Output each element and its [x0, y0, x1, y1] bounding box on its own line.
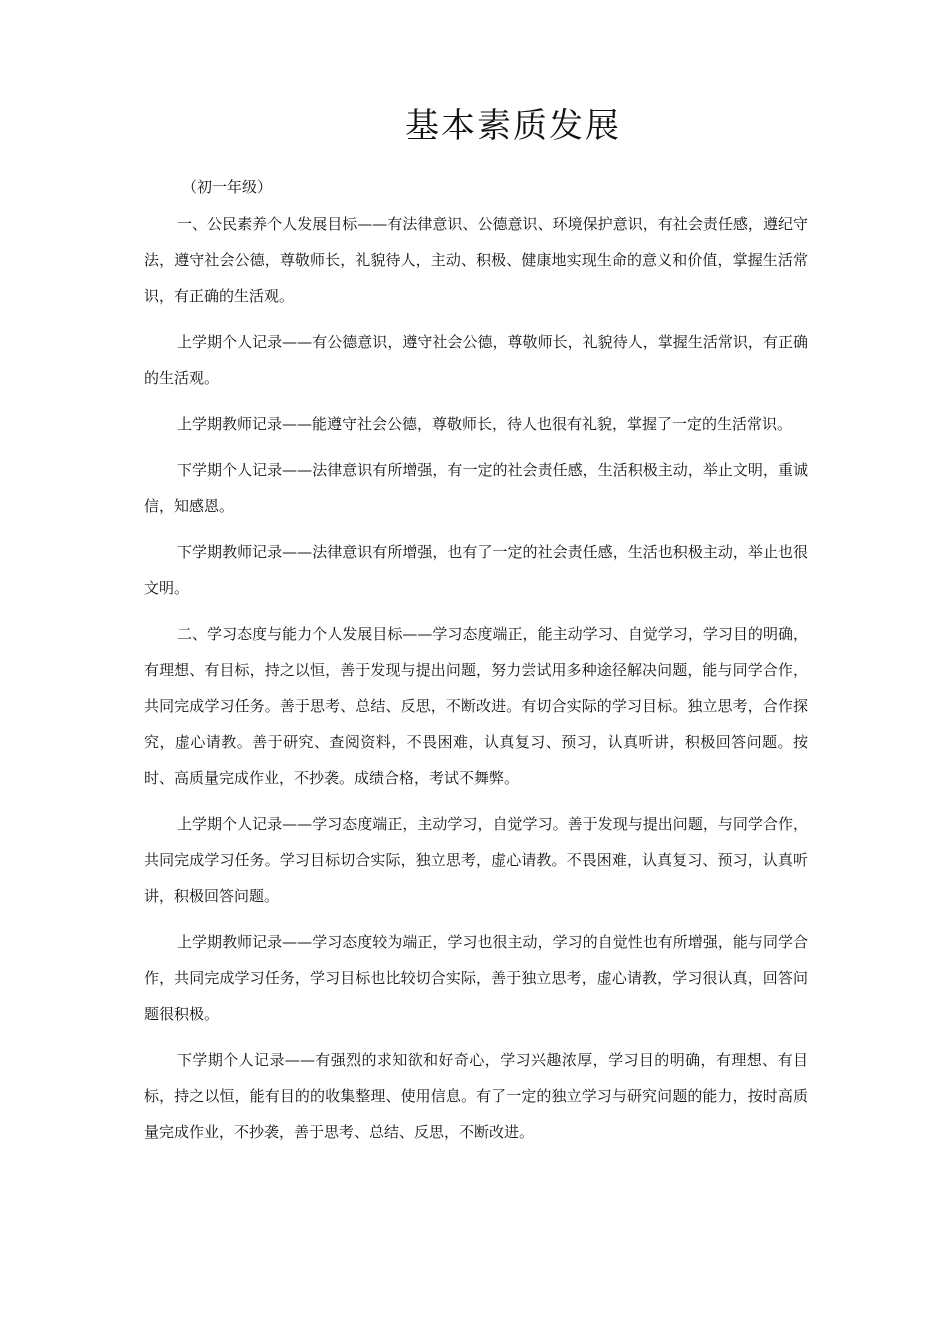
document-title: 基本素质发展	[405, 106, 621, 146]
document-page	[144, 96, 808, 1160]
paragraph-study-term2-self: 下学期个人记录——有强烈的求知欲和好奇心，学习兴趣浓厚，学习目的明确，有理想、有目标，持之以恒，能有目的的收集整理、使用信息。有了一定的独立学习与研究问题的能力，按时高质量完成作业，不抄袭，善于思考、总结、反思，不断改进。	[144, 1051, 808, 1141]
paragraph-civic-goal: 一、公民素养个人发展目标——有法律意识、公德意识、环境保护意识，有社会责任感，遵纪守法，遵守社会公德，尊敬师长，礼貌待人，主动、积极、健康地实现生命的意义和价值，掌握生活常识，有正确的生活观。	[144, 215, 808, 305]
grade-label: （初一年级）	[182, 178, 273, 196]
paragraph-civic-term2-teacher: 下学期教师记录——法律意识有所增强，也有了一定的社会责任感，生活也积极主动，举止也很文明。	[144, 543, 808, 597]
paragraph-civic-term2-self: 下学期个人记录——法律意识有所增强，有一定的社会责任感，生活积极主动，举止文明，重诚信，知感恩。	[144, 461, 808, 515]
paragraph-civic-term1-teacher: 上学期教师记录——能遵守社会公德，尊敬师长，待人也很有礼貌，掌握了一定的生活常识。	[177, 415, 793, 433]
paragraph-civic-term1-self: 上学期个人记录——有公德意识，遵守社会公德，尊敬师长，礼貌待人，掌握生活常识，有正确的生活观。	[144, 333, 808, 387]
paragraph-study-goal: 二、学习态度与能力个人发展目标——学习态度端正，能主动学习、自觉学习，学习目的明确，有理想、有目标，持之以恒，善于发现与提出问题，努力尝试用多种途径解决问题，能与同学合作，共同完成学习任务。善于思考、总结、反思，不断改进。有切合实际的学习目标。独立思考，合作探究，虚心请教。善于研究、查阅资料，不畏困难，认真复习、预习，认真听讲，积极回答问题。按时、高质量完成作业，不抄袭。成绩合格，考试不舞弊。	[144, 625, 808, 787]
paragraph-study-term1-teacher: 上学期教师记录——学习态度较为端正，学习也很主动，学习的自觉性也有所增强，能与同学合作，共同完成学习任务，学习目标也比较切合实际，善于独立思考，虚心请教，学习很认真，回答问题很积极。	[144, 933, 808, 1023]
paragraph-study-term1-self: 上学期个人记录——学习态度端正，主动学习，自觉学习。善于发现与提出问题，与同学合作，共同完成学习任务。学习目标切合实际，独立思考，虚心请教。不畏困难，认真复习、预习，认真听讲，积极回答问题。	[144, 815, 808, 905]
